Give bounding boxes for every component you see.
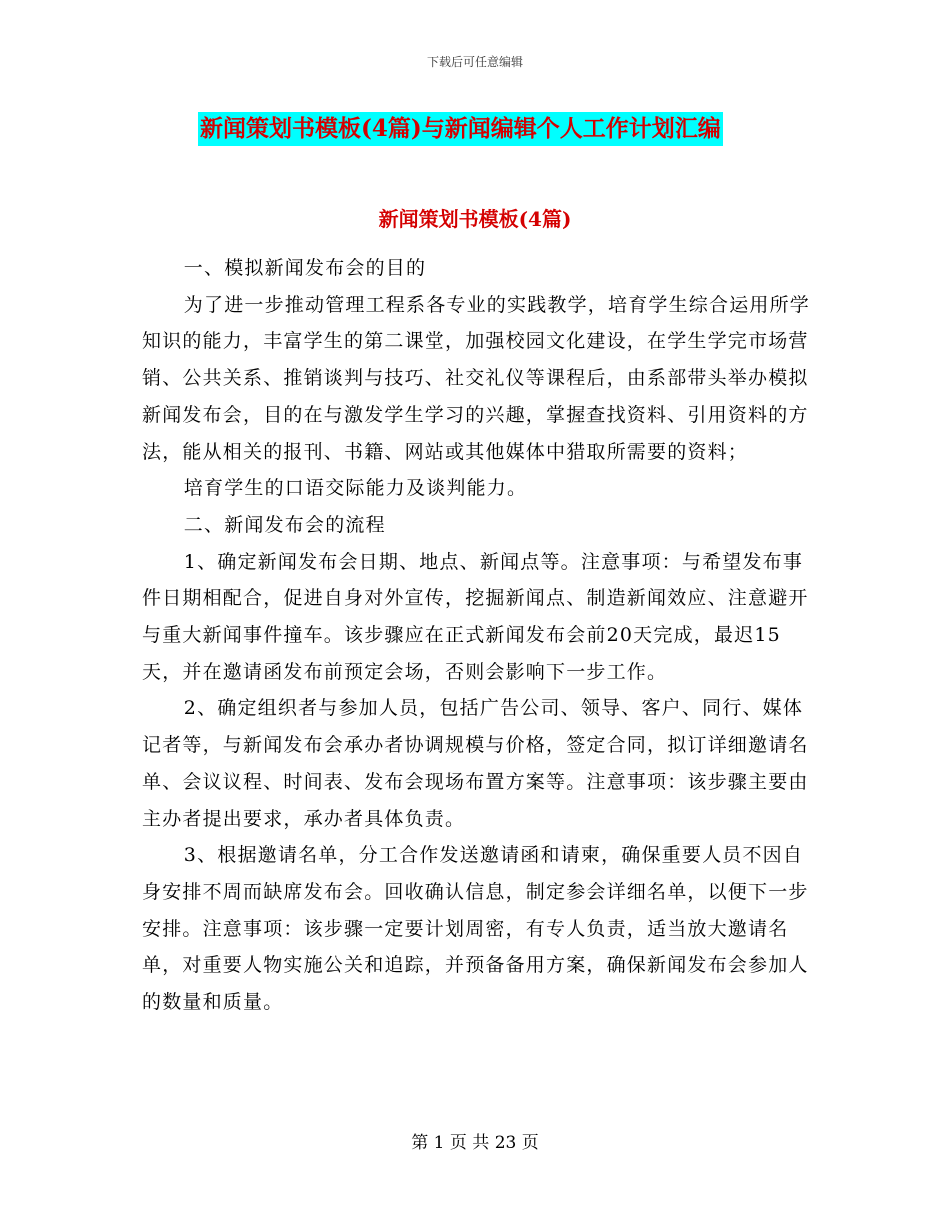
page-header-note: 下载后可任意编辑 xyxy=(426,55,523,69)
paragraph-purpose: 为了进一步推动管理工程系各专业的实践教学，培育学生综合运用所学知识的能力，丰富学生的第二课堂，加强校园文化建设，在学生学完市场营销、公共关系、推销谈判与技巧、社交礼仪等课程后，由系部带头举办模拟新闻发布会，目的在与激发学生学习的兴趣，掌握查找资料、引用资料的方法，能从相关的报刊、书籍、网站或其他媒体中猎取所需要的资料； xyxy=(142,293,810,463)
paragraph-skills: 培育学生的口语交际能力及谈判能力。 xyxy=(183,477,528,500)
section-title: 新闻策划书模板(4篇) xyxy=(378,207,572,231)
body-content xyxy=(142,250,814,1021)
heading-process: 二、新闻发布会的流程 xyxy=(183,513,386,536)
page-footer: 第 1 页 共 23 页 xyxy=(411,1133,539,1153)
paragraph-step-2: 2、确定组织者与参加人员，包括广告公司、领导、客户、同行、媒体记者等，与新闻发布会承办者协调规模与价格，签定合同，拟订详细邀请名单、会议议程、时间表、发布会现场布置方案等。注意事项：该步骤主要由主办者提出要求，承办者具体负责。 xyxy=(142,697,809,830)
paragraph-step-1: 1、确定新闻发布会日期、地点、新闻点等。注意事项：与希望发布事件日期相配合，促进自身对外宣传，挖掘新闻点、制造新闻效应、注意避开与重大新闻事件撞车。该步骤应在正式新闻发布会前20天完成，最迟15天，并在邀请函发布前预定会场，否则会影响下一步工作。 xyxy=(142,550,809,683)
paragraph-step-3: 3、根据邀请名单，分工合作发送邀请函和请柬，确保重要人员不因自身安排不周而缺席发布会。回收确认信息，制定参会详细名单，以便下一步安排。注意事项：该步骤一定要计划周密，有专人负责，适当放大邀请名单，对重要人物实施公关和追踪，并预备备用方案，确保新闻发布会参加人的数量和质量。 xyxy=(142,844,809,1014)
document-title: 新闻策划书模板(4篇)与新闻编辑个人工作计划汇编 xyxy=(198,112,723,146)
heading-purpose: 一、模拟新闻发布会的目的 xyxy=(183,257,427,279)
